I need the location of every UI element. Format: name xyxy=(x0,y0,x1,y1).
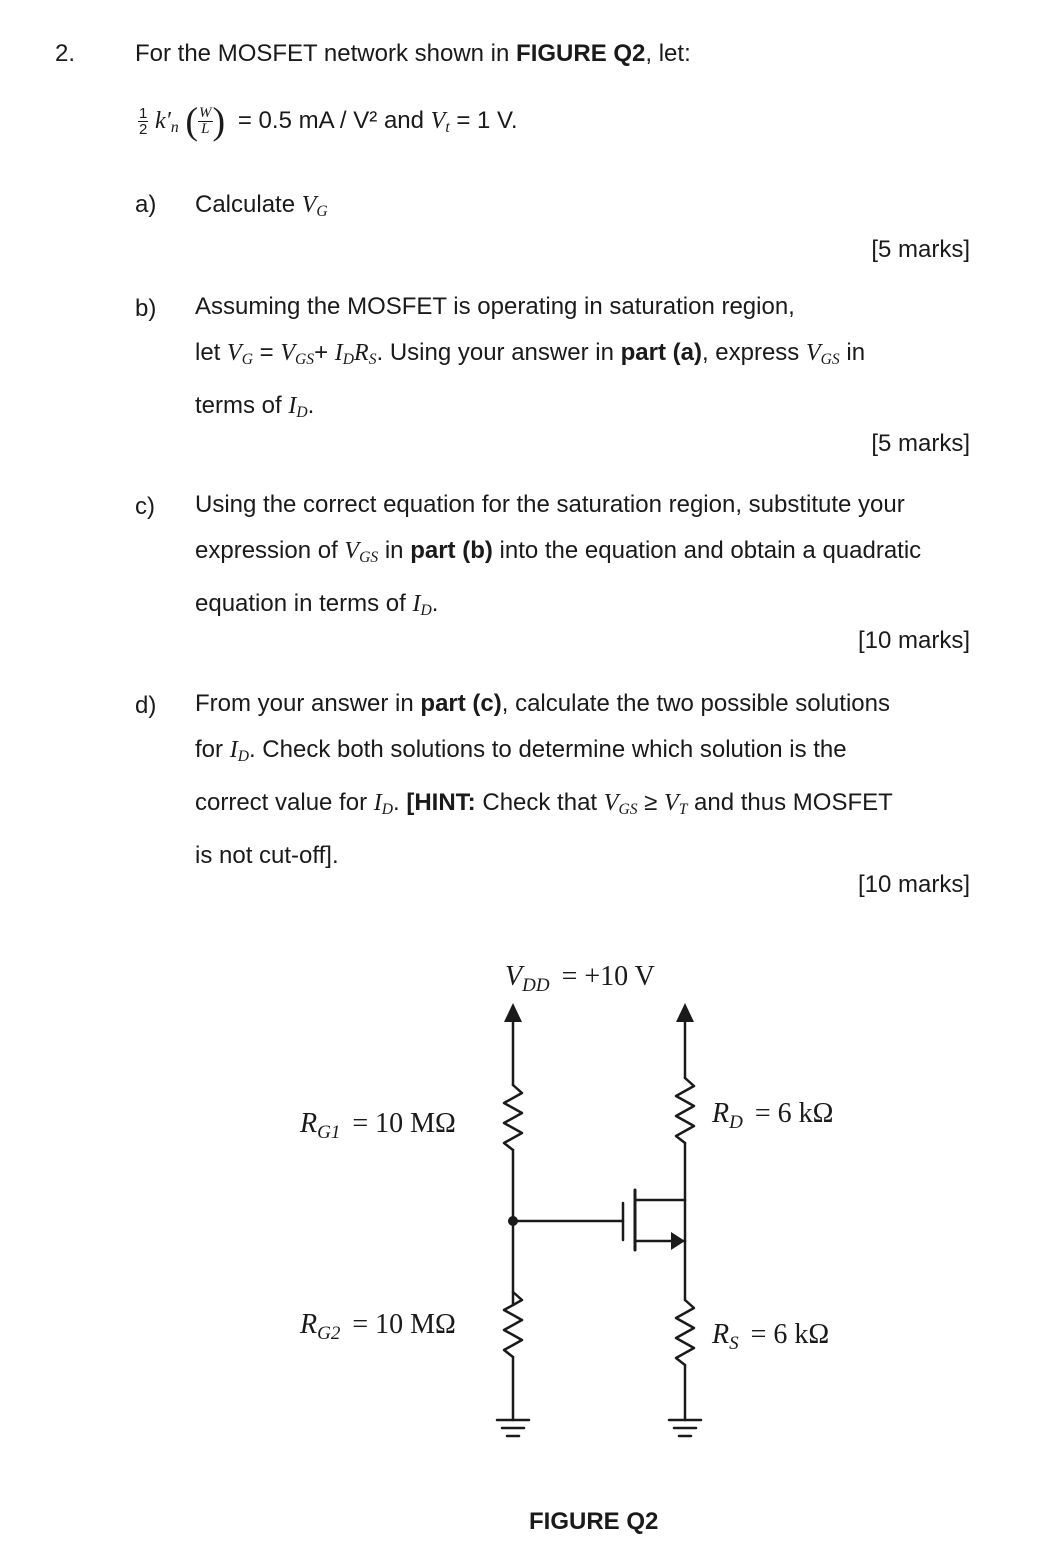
part-c-marks: [10 marks] xyxy=(857,627,970,654)
part-d-label: d) xyxy=(135,692,157,719)
given-parameters: $\frac{1}{2}$ $k'_n$ ( $\frac{W}{L}$ ) = 0.5 mA / V² and $V_t = 1$ V. xyxy=(139,100,518,143)
part-b-marks: [5 marks] xyxy=(871,430,970,457)
rd-label: $R_D = 6$ kΩ xyxy=(712,1098,834,1133)
given-value: = 0.5 mA / V² and xyxy=(237,107,424,134)
ground-right-icon xyxy=(669,1420,701,1436)
resistor-rs xyxy=(676,1300,694,1365)
half-fraction: $\frac{1}{2}$ xyxy=(139,105,148,139)
intro-suffix: , let: xyxy=(645,40,691,67)
resistor-rd xyxy=(676,1078,694,1143)
part-d-marks: [10 marks] xyxy=(857,871,970,898)
mosfet-transistor-icon xyxy=(623,1190,685,1250)
vt-symbol: $V_t$ xyxy=(430,108,450,136)
part-d-text: From your answer in part (c), calculate the two possible solutions for $I_D$. Check both solutions to determine which solution is the correct value for $I_D$. [HINT: Check that $V_{GS} \ge V_T$ and thus MOSFET is not cut-off]. xyxy=(195,690,893,869)
part-c-text: Using the correct equation for the saturation region, substitute your expression of $V_{GS}$ in part (b) into the equation and obtain a quadratic equation in terms of $I_D$. xyxy=(195,491,922,619)
part-a-label: a) xyxy=(135,191,157,218)
ground-left-icon xyxy=(497,1420,529,1436)
vdd-label: $V_{DD} = +10$ V xyxy=(505,961,655,996)
part-a-marks: [5 marks] xyxy=(871,236,970,263)
rs-label: $R_S = 6$ kΩ xyxy=(712,1319,830,1354)
figure-caption: FIGURE Q2 xyxy=(529,1508,659,1535)
part-b-label: b) xyxy=(135,295,157,322)
vt-value: = 1 V. xyxy=(456,107,518,134)
part-c-label: c) xyxy=(135,493,155,520)
rg2-label: $R_{G2} = 10$ MΩ xyxy=(300,1309,456,1344)
w-over-l-fraction: $\frac{W}{L}$ xyxy=(199,105,212,138)
part-b-text: Assuming the MOSFET is operating in saturation region, let $V_G = V_{GS}+ I_DR_S$. Using your answer in part (a), express $V_{GS}$ in terms of $I_D$. xyxy=(195,293,866,421)
kn-symbol: $k'_n$ xyxy=(155,108,179,136)
part-a-text: Calculate $V_G$ xyxy=(195,191,328,220)
rg1-label: $R_{G1} = 10$ MΩ xyxy=(300,1108,456,1143)
resistor-rg1 xyxy=(504,1085,522,1150)
question-number: 2. xyxy=(55,40,76,67)
figure-reference: FIGURE Q2 xyxy=(516,40,646,67)
intro-text: For the MOSFET network shown in xyxy=(135,40,510,67)
